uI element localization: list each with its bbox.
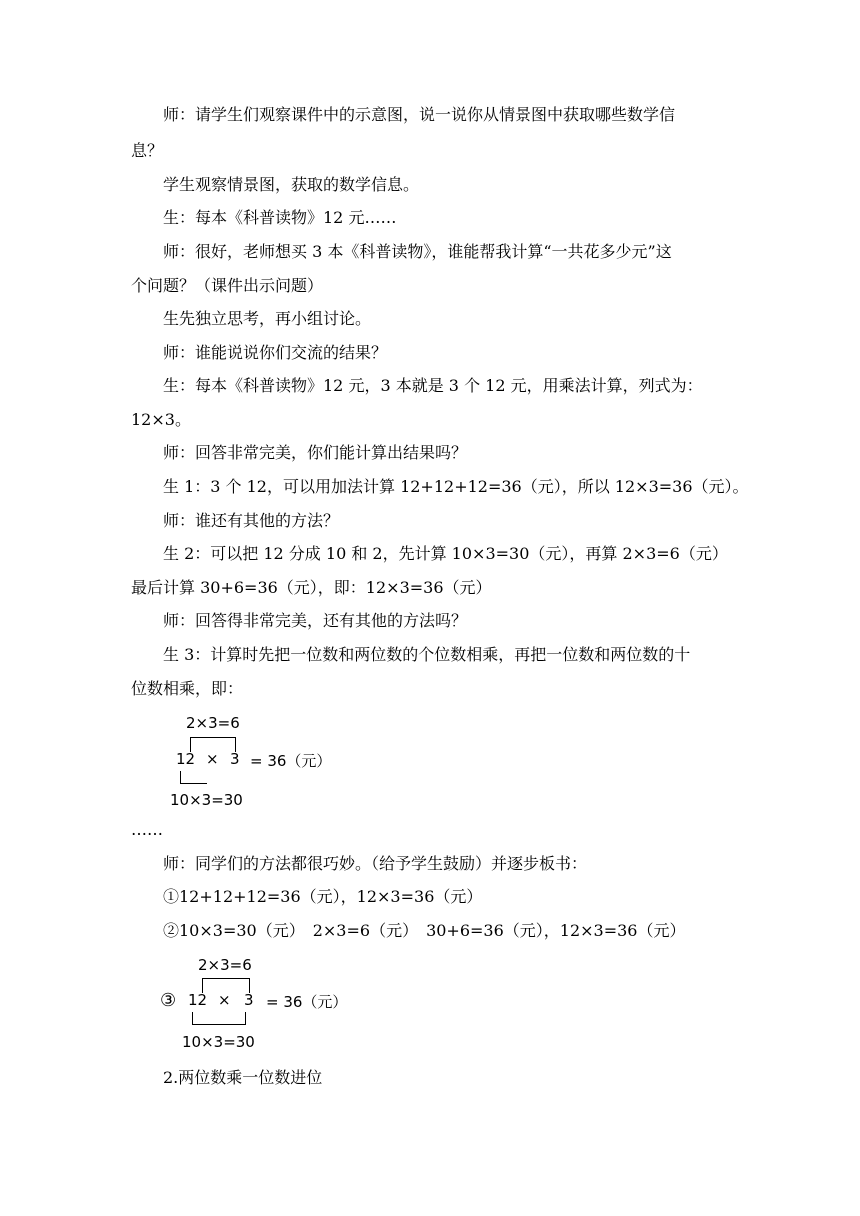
diagram-number-12: 12: [188, 991, 208, 1009]
paragraph-line: 息？: [131, 141, 164, 160]
paragraph-line: ①12+12+12=36（元），12×3=36（元）: [163, 887, 483, 906]
multiplication-diagram-boardwork: [160, 954, 400, 1054]
paragraph-line: 师：回答得非常完美，还有其他的方法吗？: [163, 611, 468, 630]
paragraph-line: 师：请学生们观察课件中的示意图，说一说你从情景图中获取哪些数学信: [163, 105, 676, 124]
paragraph-line: 生：每本《科普读物》12 元……: [163, 208, 397, 227]
diagram-bottom-bracket: [180, 771, 207, 784]
paragraph-line: 位数相乘，即：: [131, 679, 244, 698]
paragraph-line: 学生观察情景图，获取的数学信息。: [163, 175, 420, 194]
multiplication-diagram: [170, 712, 370, 812]
diagram-bottom-label: 10×3=30: [170, 791, 243, 809]
paragraph-line: 师：同学们的方法都很巧妙。（给予学生鼓励）并逐步板书：: [163, 854, 588, 873]
diagram-times-sign: ×: [206, 750, 219, 768]
paragraph-line: 生 2：可以把 12 分成 10 和 2，先计算 10×3=30（元），再算 2×3=6（元）: [163, 544, 728, 563]
section-heading: 2.两位数乘一位数进位: [163, 1068, 323, 1087]
circled-number-3: ③: [160, 990, 177, 1011]
paragraph-line: 最后计算 30+6=36（元），即：12×3=36（元）: [131, 578, 492, 597]
paragraph-line: 生 1：3 个 12，可以用加法计算 12+12+12=36（元），所以 12×3=36（元）。: [163, 477, 749, 496]
diagram-number-3: 3: [230, 750, 240, 768]
paragraph-line: 12×3。: [131, 410, 191, 429]
diagram-top-label: 2×3=6: [198, 956, 252, 974]
paragraph-line: 师：谁能说说你们交流的结果？: [163, 343, 388, 362]
diagram-bottom-label: 10×3=30: [182, 1033, 255, 1051]
paragraph-line: 生先独立思考，再小组讨论。: [163, 309, 372, 328]
ellipsis-line: ……: [131, 820, 163, 839]
diagram-top-label: 2×3=6: [186, 714, 240, 732]
paragraph-line: 生 3：计算时先把一位数和两位数的个位数相乘，再把一位数和两位数的十: [163, 645, 691, 664]
paragraph-line: 生：每本《科普读物》12 元，3 本就是 3 个 12 元，用乘法计算，列式为：: [163, 376, 703, 395]
diagram-result: = 36（元）: [266, 993, 348, 1011]
paragraph-line: 师：很好，老师想买 3 本《科普读物》，谁能帮我计算“一共花多少元”这: [163, 242, 672, 261]
diagram-result: = 36（元）: [250, 752, 332, 770]
paragraph-line: 师：谁还有其他的方法？: [163, 511, 340, 530]
diagram-bottom-bracket: [192, 1012, 246, 1025]
paragraph-line: ②10×3=30（元） 2×3=6（元） 30+6=36（元），12×3=36（元）: [163, 921, 686, 940]
diagram-number-12: 12: [176, 750, 196, 768]
diagram-number-3: 3: [244, 991, 254, 1009]
paragraph-line: 个问题？（课件出示问题）: [131, 276, 324, 295]
paragraph-line: 师：回答非常完美，你们能计算出结果吗？: [163, 443, 468, 462]
diagram-times-sign: ×: [218, 991, 231, 1009]
